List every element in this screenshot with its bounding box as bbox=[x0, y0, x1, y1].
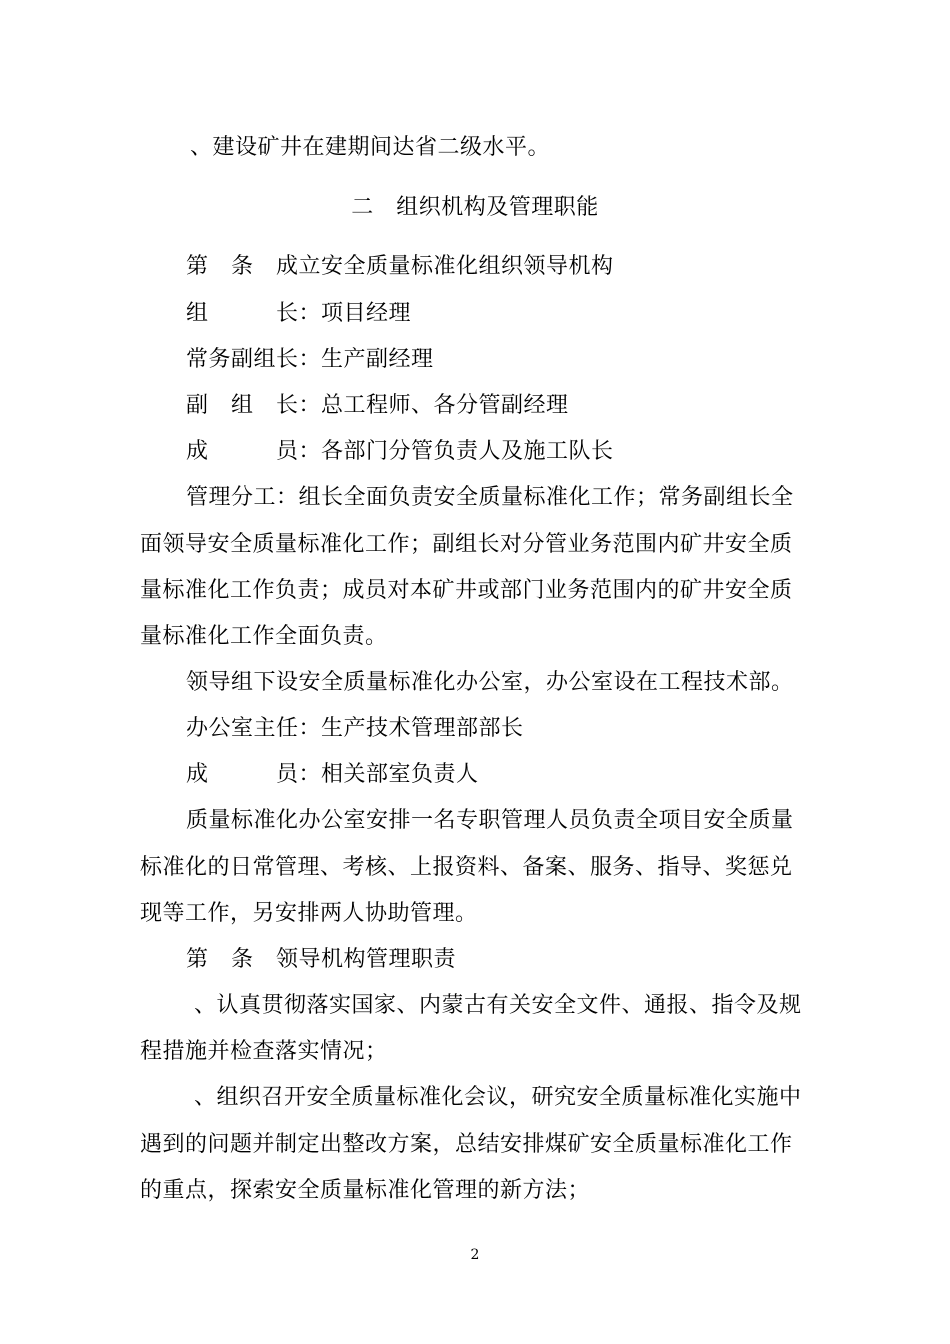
text-line: 组 长：项目经理 bbox=[186, 301, 412, 326]
text-line: 办公室主任：生产技术管理部部长 bbox=[186, 716, 524, 741]
text-line: 的重点，探索安全质量标准化管理的新方法； bbox=[140, 1178, 591, 1203]
text-line: 、组织召开安全质量标准化会议，研究安全质量标准化实施中 bbox=[194, 1085, 802, 1110]
text-line: 、认真贯彻落实国家、内蒙古有关安全文件、通报、指令及规 bbox=[194, 993, 802, 1018]
text-line: 面领导安全质量标准化工作；副组长对分管业务范围内矿井安全质 bbox=[140, 532, 793, 557]
section-heading: 二 组织机构及管理职能 bbox=[351, 195, 599, 220]
text-line: 领导组下设安全质量标准化办公室，办公室设在工程技术部。 bbox=[186, 670, 794, 695]
text-line: 现等工作，另安排两人协助管理。 bbox=[140, 901, 478, 926]
text-line: 副 组 长：总工程师、各分管副经理 bbox=[186, 393, 569, 418]
text-line: 程措施并检查落实情况； bbox=[140, 1039, 388, 1064]
text-line: 、建设矿井在建期间达省二级水平。 bbox=[190, 135, 551, 160]
text-line: 遇到的问题并制定出整改方案，总结安排煤矿安全质量标准化工作 bbox=[140, 1132, 793, 1157]
text-line: 成 员：相关部室负责人 bbox=[186, 762, 479, 787]
text-line: 量标准化工作全面负责。 bbox=[140, 624, 388, 649]
page-number: 2 bbox=[470, 1247, 480, 1263]
text-line: 量标准化工作负责；成员对本矿井或部门业务范围内的矿井安全质 bbox=[140, 578, 793, 603]
text-line: 质量标准化办公室安排一名专职管理人员负责全项目安全质量 bbox=[186, 808, 794, 833]
article-heading: 第 条 领导机构管理职责 bbox=[186, 947, 457, 972]
article-heading: 第 条 成立安全质量标准化组织领导机构 bbox=[186, 254, 614, 279]
text-line: 常务副组长：生产副经理 bbox=[186, 347, 434, 372]
text-line: 成 员：各部门分管负责人及施工队长 bbox=[186, 439, 614, 464]
text-line: 管理分工：组长全面负责安全质量标准化工作；常务副组长全 bbox=[186, 485, 794, 510]
text-line: 标准化的日常管理、考核、上报资料、备案、服务、指导、奖惩兑 bbox=[140, 855, 793, 880]
